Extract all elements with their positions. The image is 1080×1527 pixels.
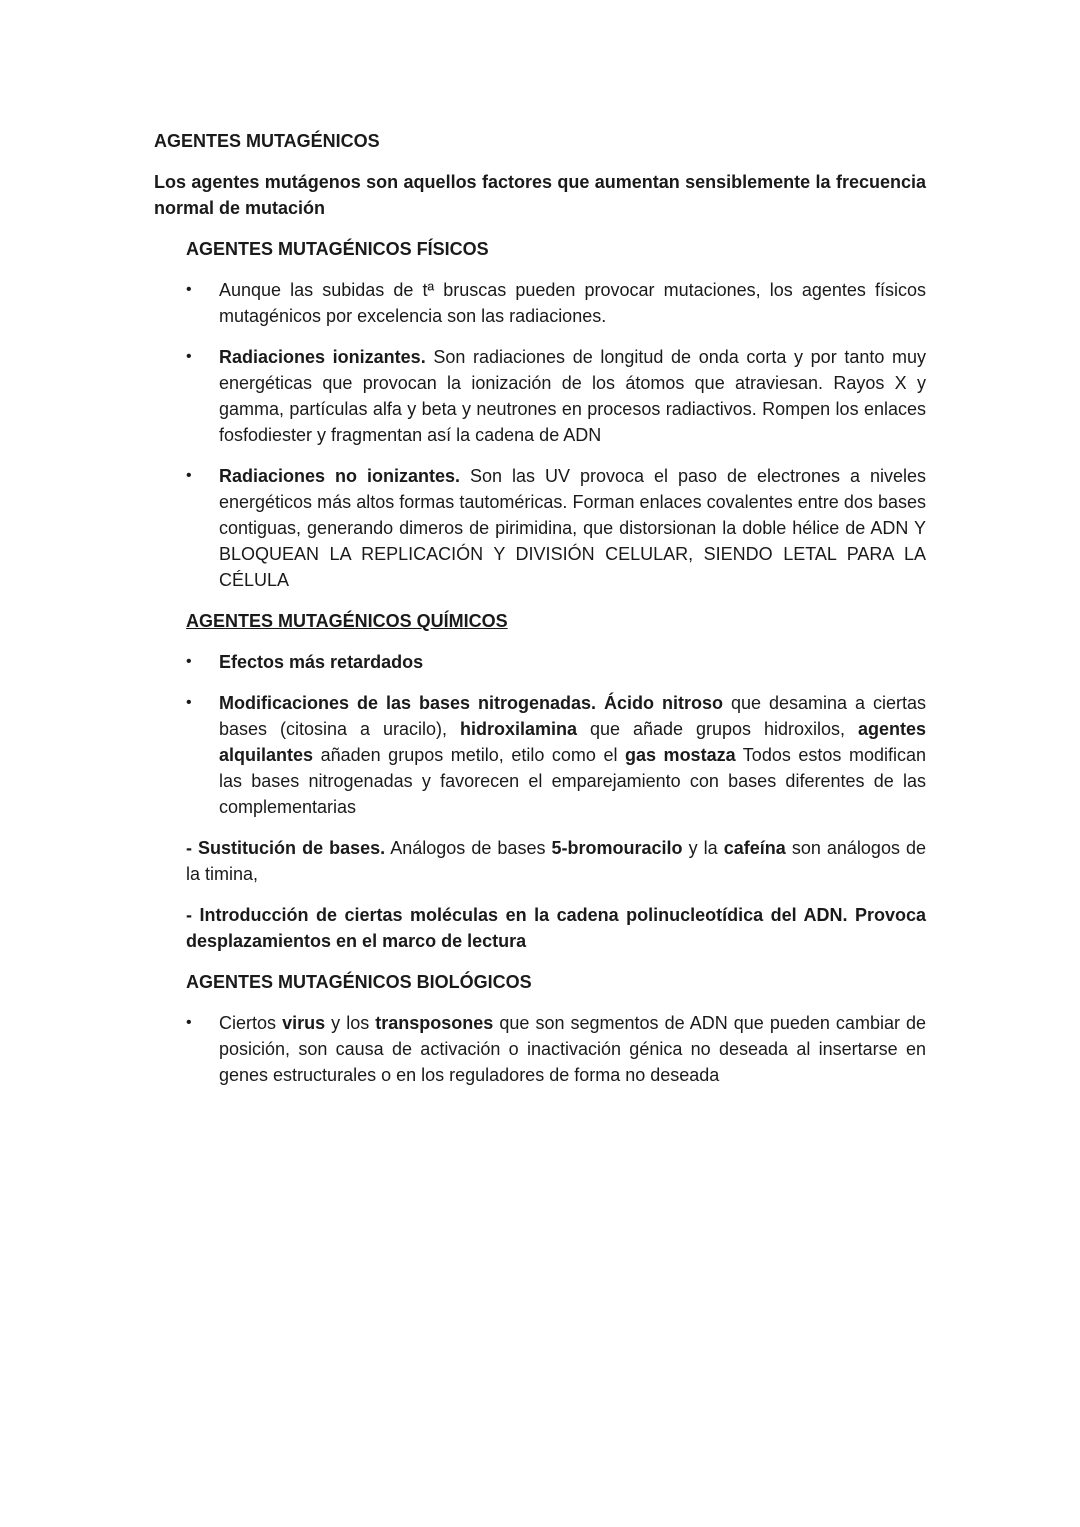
bullet-icon: • <box>186 1014 192 1031</box>
item-term: gas mostaza <box>625 745 736 765</box>
text-span: son análogos de la timina, <box>186 838 927 884</box>
item-term: Efectos más retardados <box>219 652 424 672</box>
text-span: y los <box>325 1013 376 1033</box>
heading-biologicos: AGENTES MUTAGÉNICOS BIOLÓGICOS <box>186 972 532 992</box>
text-span <box>596 693 604 713</box>
list-quimicos <box>186 649 926 820</box>
intro-paragraph: Los agentes mutágenos son aquellos factores que aumentan sensiblemente la frecuencia normal de mutación <box>154 172 926 218</box>
item-term: 5-bromouracilo <box>551 838 683 858</box>
bullet-icon: • <box>186 348 192 365</box>
introduccion-paragraph <box>186 902 926 954</box>
text-span: y la <box>682 838 724 858</box>
item-text: Aunque las subidas de tª bruscas pueden provocar mutaciones, los agentes físicos mutagénicos por excelencia son las radiaciones. <box>219 280 926 326</box>
list-fisicos <box>186 277 926 593</box>
item-term: Radiaciones no ionizantes. <box>219 466 460 486</box>
list-item <box>186 277 926 329</box>
bullet-icon: • <box>186 467 192 484</box>
section-biologicos <box>154 969 926 1088</box>
bullet-icon: • <box>186 694 192 711</box>
heading-quimicos: AGENTES MUTAGÉNICOS QUÍMICOS <box>186 611 508 631</box>
item-term: cafeína <box>723 838 786 858</box>
heading-fisicos: AGENTES MUTAGÉNICOS FÍSICOS <box>186 239 489 259</box>
text-span: Ciertos <box>219 1013 283 1033</box>
section-quimicos <box>154 608 926 954</box>
item-term: - Sustitución de bases. <box>186 838 386 858</box>
text-span: que son segmentos de ADN que pueden cambiar de posición, son causa de activación o inactivación génica no deseada al insertarse en genes estructurales o en los reguladores de forma no deseada <box>219 1013 927 1085</box>
item-term: Radiaciones ionizantes. <box>219 347 426 367</box>
list-item <box>186 649 926 675</box>
item-term: transposones <box>375 1013 494 1033</box>
text-span: añaden grupos metilo, etilo como el <box>313 745 625 765</box>
item-term: Ácido nitroso <box>604 693 723 713</box>
document-content <box>154 128 926 1103</box>
list-item <box>186 1010 926 1088</box>
item-term: agentes alquilantes <box>219 719 926 765</box>
sustitucion-paragraph <box>186 835 926 887</box>
item-term: hidroxilamina <box>459 719 577 739</box>
text-span: que desamina a ciertas bases (citosina a uracilo), <box>219 693 926 739</box>
list-biologicos <box>186 1010 926 1088</box>
list-item <box>186 690 926 820</box>
item-term: virus <box>282 1013 326 1033</box>
document-title: AGENTES MUTAGÉNICOS <box>154 131 380 151</box>
item-text: Son las UV provoca el paso de electrones a niveles energéticos más altos formas tautoméricas. Forman enlaces covalentes entre dos bases contiguas, generando dimeros de pirimidina, que distorsionan la doble hélice de ADN Y BLOQUEAN LA REPLICACIÓN Y DIVISIÓN CELULAR, SIENDO LETAL PARA LA CÉLULA <box>219 466 926 590</box>
bullet-icon: • <box>186 653 192 670</box>
item-term: - Introducción de ciertas moléculas en la cadena polinucleotídica del ADN. Provoca desplazamientos en el marco de lectura <box>186 905 926 951</box>
section-fisicos <box>154 236 926 593</box>
text-span: Todos estos modifican las bases nitrogenadas y favorecen el emparejamiento con bases diferentes de las complementarias <box>219 745 926 817</box>
text-span: Análogos de bases <box>385 838 552 858</box>
list-item <box>186 344 926 448</box>
list-item <box>186 463 926 593</box>
item-text: Son radiaciones de longitud de onda corta y por tanto muy energéticas que provocan la ionización de los átomos que atraviesan. Rayos X y gamma, partículas alfa y beta y neutrones en procesos radiactivos. Rompen los enlaces fosfodiester y fragmentan así la cadena de ADN <box>219 347 926 445</box>
text-span: que añade grupos hidroxilos, <box>576 719 858 739</box>
item-term: Modificaciones de las bases nitrogenadas. <box>219 693 597 713</box>
bullet-icon: • <box>186 281 192 298</box>
